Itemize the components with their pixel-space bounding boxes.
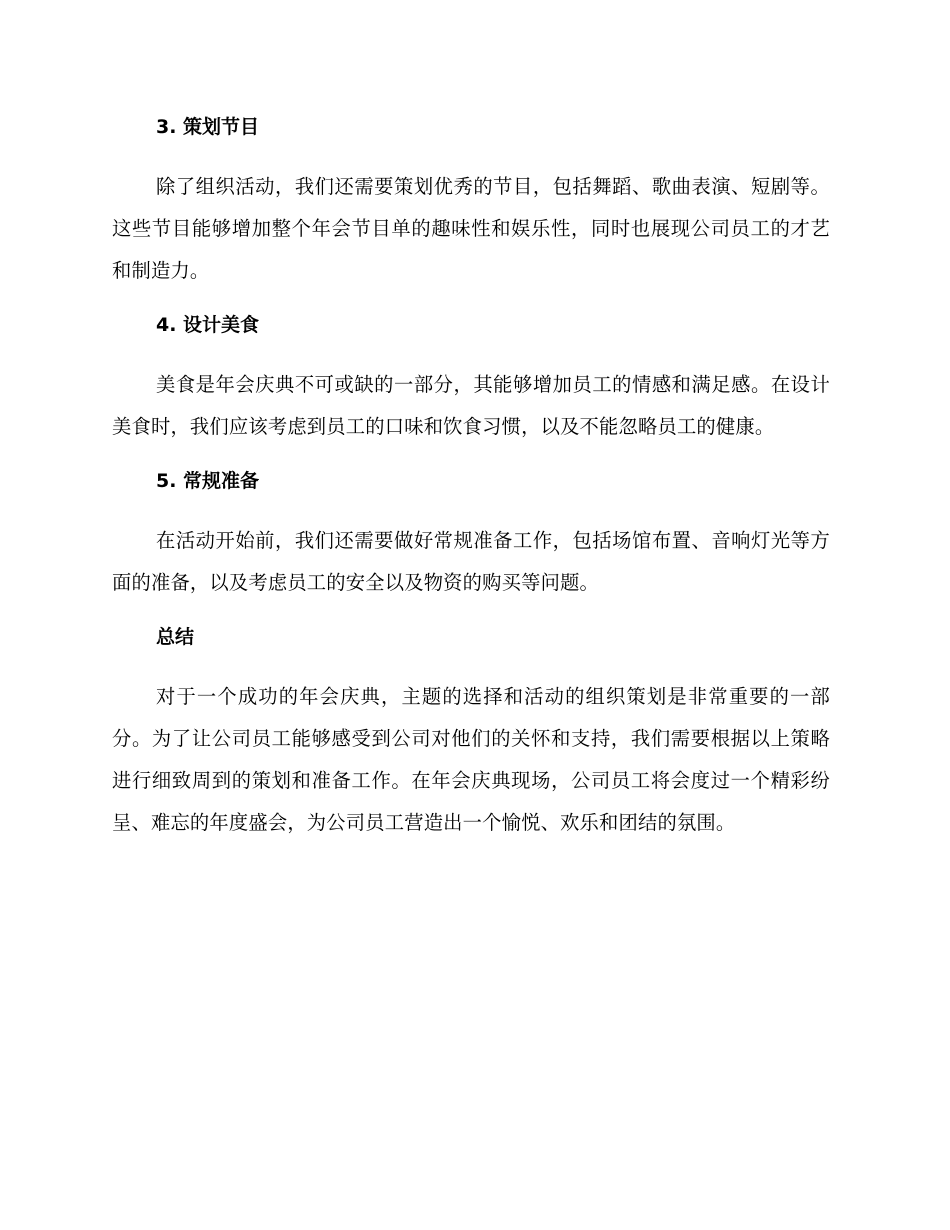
section-routine-preparation xyxy=(112,462,830,604)
section-heading: 4. 设计美食 xyxy=(156,314,260,336)
section-summary xyxy=(112,618,830,844)
section-heading: 5. 常规准备 xyxy=(156,470,260,492)
section-heading: 3. 策划节目 xyxy=(156,116,260,138)
section-paragraph: 对于一个成功的年会庆典，主题的选择和活动的组织策划是非常重要的一部分。为了让公司员工能够感受到公司对他们的关怀和支持，我们需要根据以上策略进行细致周到的策划和准备工作。在年会庆典现场，公司员工将会度过一个精彩纷呈、难忘的年度盛会，为公司员工营造出一个愉悦、欢乐和团结的氛围。 xyxy=(112,685,830,834)
section-paragraph: 美食是年会庆典不可或缺的一部分，其能够增加员工的情感和满足感。在设计美食时，我们应该考虑到员工的口味和饮食习惯，以及不能忽略员工的健康。 xyxy=(112,373,830,438)
section-paragraph: 除了组织活动，我们还需要策划优秀的节目，包括舞蹈、歌曲表演、短剧等。这些节目能够增加整个年会节目单的趣味性和娱乐性，同时也展现公司员工的才艺和制造力。 xyxy=(112,175,830,282)
document-page xyxy=(112,108,830,858)
section-program-planning xyxy=(112,108,830,292)
section-paragraph: 在活动开始前，我们还需要做好常规准备工作，包括场馆布置、音响灯光等方面的准备，以及考虑员工的安全以及物资的购买等问题。 xyxy=(112,529,830,594)
section-food-design xyxy=(112,306,830,448)
section-heading: 总结 xyxy=(156,626,195,648)
